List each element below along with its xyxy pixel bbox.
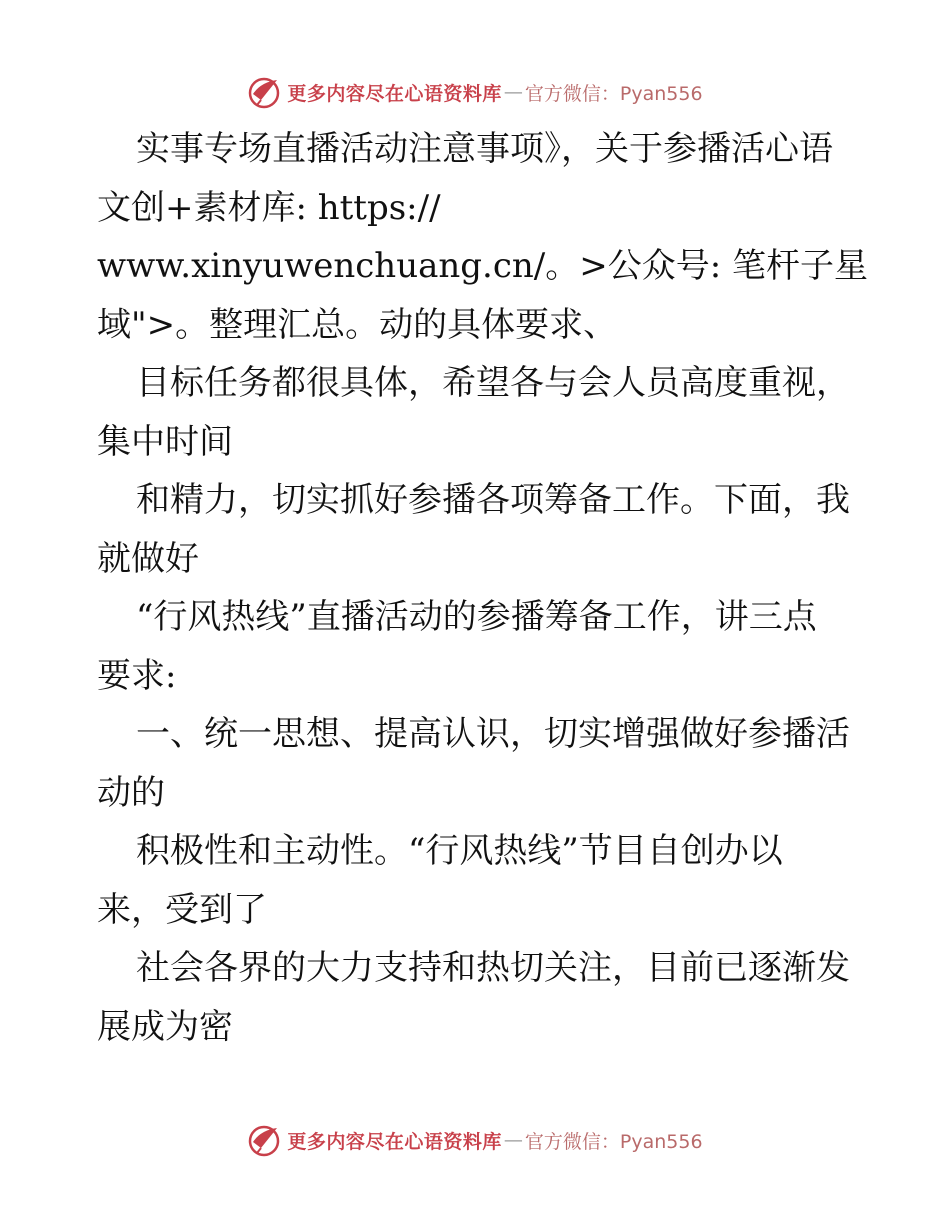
body-line: 动的 bbox=[97, 772, 165, 813]
body-line: 文创+素材库: https:// bbox=[97, 187, 441, 228]
ink-pen-logo-icon bbox=[247, 1122, 283, 1158]
header-wechat-text: 官方微信：Pyan556 bbox=[524, 82, 703, 105]
body-line: 展成为密 bbox=[97, 1006, 233, 1047]
body-line: 社会各界的大力支持和热切关注，目前已逐渐发 bbox=[136, 948, 850, 988]
footer-wechat-text: 官方微信：Pyan556 bbox=[524, 1130, 703, 1153]
footer-banner bbox=[0, 1118, 950, 1162]
body-line: 目标任务都很具体，希望各与会人员高度重视， bbox=[136, 363, 850, 403]
body-line: “行风热线”直播活动的参播筹备工作，讲三点 bbox=[136, 597, 817, 637]
footer-dash: — bbox=[503, 1129, 523, 1151]
body-line: 和精力，切实抓好参播各项筹备工作。下面，我 bbox=[136, 480, 850, 520]
header-brand-text: 更多内容尽在心语资料库 bbox=[287, 82, 502, 105]
body-line: 要求: bbox=[97, 655, 177, 696]
document-body bbox=[97, 120, 867, 1056]
body-line: 域">。整理汇总。动的具体要求、 bbox=[97, 304, 618, 345]
footer-brand-text: 更多内容尽在心语资料库 bbox=[287, 1130, 502, 1153]
header-banner bbox=[0, 70, 950, 114]
body-line: 来，受到了 bbox=[97, 889, 267, 930]
body-line: 实事专场直播活动注意事项》，关于参播活心语 bbox=[136, 129, 833, 169]
body-line: 积极性和主动性。“行风热线”节目自创办以 bbox=[136, 831, 783, 871]
body-line: www.xinyuwenchuang.cn/。>公众号: 笔杆子星 bbox=[97, 246, 868, 286]
body-line: 就做好 bbox=[97, 538, 199, 579]
header-dash: — bbox=[503, 81, 523, 103]
body-line: 一、统一思想、提高认识，切实增强做好参播活 bbox=[136, 714, 850, 754]
ink-pen-logo-icon bbox=[247, 74, 283, 110]
body-line: 集中时间 bbox=[97, 421, 233, 462]
